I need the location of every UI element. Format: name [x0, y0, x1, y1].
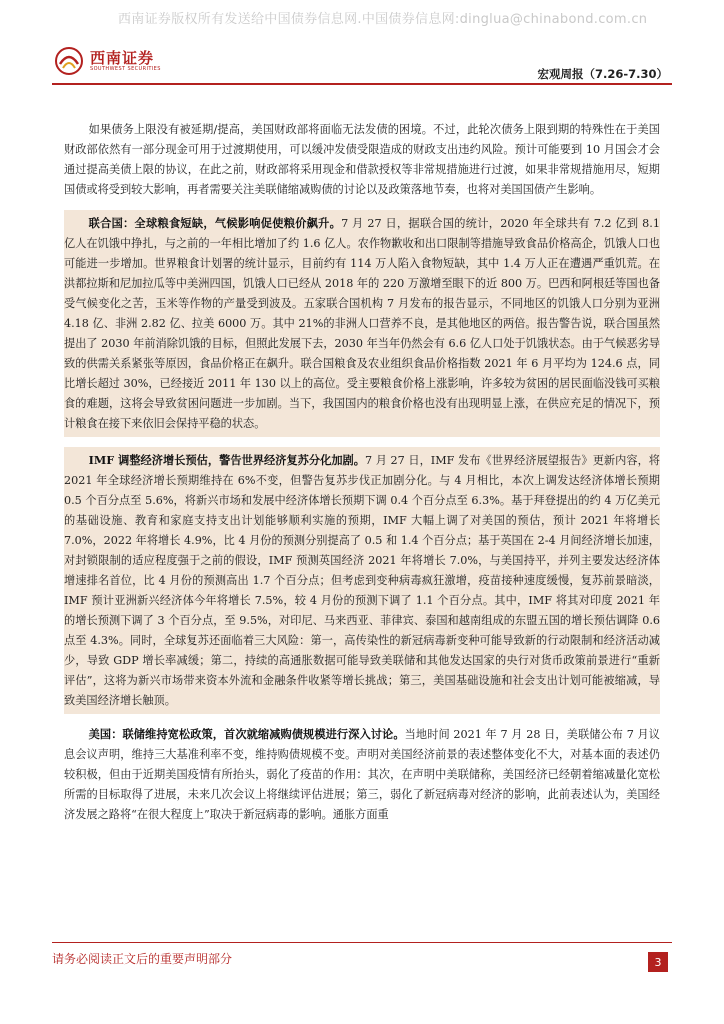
- section-un-text: 7 月 27 日，据联合国的统计，2020 年全球共有 7.2 亿到 8.1 亿人在饥饿中挣扎，与之前的一年相比增加了约 1.6 亿人。农作物歉收和出口限制等措施导致食品价格高企，饥饿人口也可能进一步增加。世界粮食计划署的统计显示，目前约有 114 万人陷入食物短缺，其中 1.4 万人正在遭遇严重饥荒。在洪都拉斯和尼加拉瓜等中美洲四国，饥饿人口已经从 2018 年的 220 万激增至眼下的近 800 万。巴西和阿根廷等国也备受气候变化之苦，玉米等作物的产量受到波及。五家联合国机构 7 月发布的报告显示，不同地区的饥饿人口分别为亚洲 4.18 亿、非洲 2.82 亿、拉美 6000 万。其中 21%的非洲人口营养不良，是其他地区的两倍。报告警告说，联合国虽然提出了 2030 年前消除饥饿的目标，但照此发展下去，2030 年当年仍然会有 6.6 亿人口处于饥饿状态。由于气候恶劣导致的供需关系紧张等原因，食品价格正在飙升。联合国粮食及农业组织食品价格指数 2021 年 6 月平均为 124.6 点，同比增长超过 30%，已经接近 2011 年 130 以上的高位。受主要粮食价格上涨影响，许多较为贫困的居民面临没钱可买粮食的难题，这将会导致贫困问题进一步加剧。当下，我国国内的粮食价格也没有出现明显上涨，在供应充足的情况下，预计粮食在接下来依旧会保持平稳的状态。: [64, 217, 660, 430]
- page-number: 3: [648, 952, 668, 972]
- section-fed: [64, 724, 660, 825]
- brand-logo-icon: [54, 46, 84, 76]
- section-un-lead: 联合国：全球粮食短缺，气候影响促使粮价飙升。: [88, 216, 342, 230]
- section-imf-lead: IMF 调整经济增长预估，警告世界经济复苏分化加剧。: [88, 453, 366, 467]
- report-title: 宏观周报（7.26-7.30）: [537, 67, 668, 81]
- section-imf-text: 7 月 27 日，IMF 发布《世界经济展望报告》更新内容，将 2021 年全球经济增长预期维持在 6%不变，但警告复苏步伐正加剧分化。与 4 月相比，本次上调发达经济体增长预期 0.5 个百分点至 5.6%，将新兴市场和发展中经济体增长预期下调 0.4 个百分点至 6.3%。基于拜登提出的约 4 万亿美元的基础设施、教育和家庭支持支出计划能够顺利实施的预期，IMF 大幅上调了对美国的预估，预计 2021 年将增长 7.0%，2022 年将增长 4.9%，比 4 月份的预测分别提高了 0.5 和 1.4 个百分点；基于英国在 2-4 月间经济增长加速，对封锁限制的适应程度强于之前的假设，IMF 预测英国经济 2021 年将增长 7.0%，与美国持平，并列主要发达经济体增速排名首位，比 4 月份的预测高出 1.7 个百分点；但考虑到变种病毒疯狂激增，疫苗接种速度缓慢，复苏前景暗淡，IMF 预计亚洲新兴经济体今年将增长 7.5%，较 4 月份的预测下调了 1.1 个百分点。其中，IMF 将其对印度 2021 年的增长预测下调了 3 个百分点，至 9.5%，对印尼、马来西亚、菲律宾、泰国和越南组成的东盟五国的增长预估调降 0.6 点至 4.3%。同时，全球复苏还面临着三大风险：第一，高传染性的新冠病毒新变种可能导致新的行动限制和经济活动减少，导致 GDP 增长率减缓；第二，持续的高通胀数据可能导致美联储和其他发达国家的央行对货币政策前景进行“重新评估”，这将为新兴市场带来资本外流和金融条件收紧等增长挑战；第三，美国基础设施和社会支出计划可能被缩减，导致美国经济增长触顶。: [64, 454, 660, 707]
- report-body: [64, 120, 660, 835]
- brand-name-cn: 西南证券: [90, 49, 155, 67]
- footer-disclaimer: 请务必阅读正文后的重要声明部分: [52, 952, 233, 966]
- brand-logo: [54, 46, 161, 76]
- brand-name-en: SOUTHWEST SECURITIES: [90, 66, 161, 72]
- paragraph-debt-ceiling: 如果债务上限没有被延期/提高，美国财政部将面临无法发债的困境。不过，此轮次债务上限到期的特殊性在于美国财政部依然有一部分现金可用于过渡期使用，可以缓冲发债受限造成的财政支出违约风险。预计可能要到 10 月国会才会通过提高美债上限的协议，在此之前，财政部将采用现金和借款授权等非常规措施进行过渡，如果非常规措施用尽，短期国债或将受到较大影响，再者需要关注美联储缩减购债的讨论以及政策落地节奏，也将对美国国债产生影响。: [64, 123, 660, 196]
- section-un: [64, 210, 660, 437]
- header-divider: [52, 83, 672, 85]
- watermark-text: 西南证券版权所有发送给中国债券信息网.中国债券信息网:dinglua@chinabond.com.cn: [118, 12, 648, 27]
- section-fed-text: 当地时间 2021 年 7 月 28 日，美联储公布 7 月议息会议声明，维持三大基准利率不变，维持购债规模不变。声明对美国经济前景的表述整体变化不大，对基本面的表述仍较积极，但由于近期美国疫情有所抬头，弱化了疫苗的作用：其次，在声明中美联储称，美国经济已经朝着缩减量化宽松所需的目标取得了进展，未来几次会议上将继续评估进展；第三，弱化了新冠病毒对经济的影响，此前表述认为，美国经济发展之路将“在很大程度上”取决于新冠病毒的影响。通胀方面重: [64, 728, 660, 821]
- section-fed-lead: 美国：联储维持宽松政策，首次就缩减购债规模进行深入讨论。: [88, 727, 405, 741]
- section-imf: [64, 447, 660, 714]
- footer-divider: [52, 942, 672, 943]
